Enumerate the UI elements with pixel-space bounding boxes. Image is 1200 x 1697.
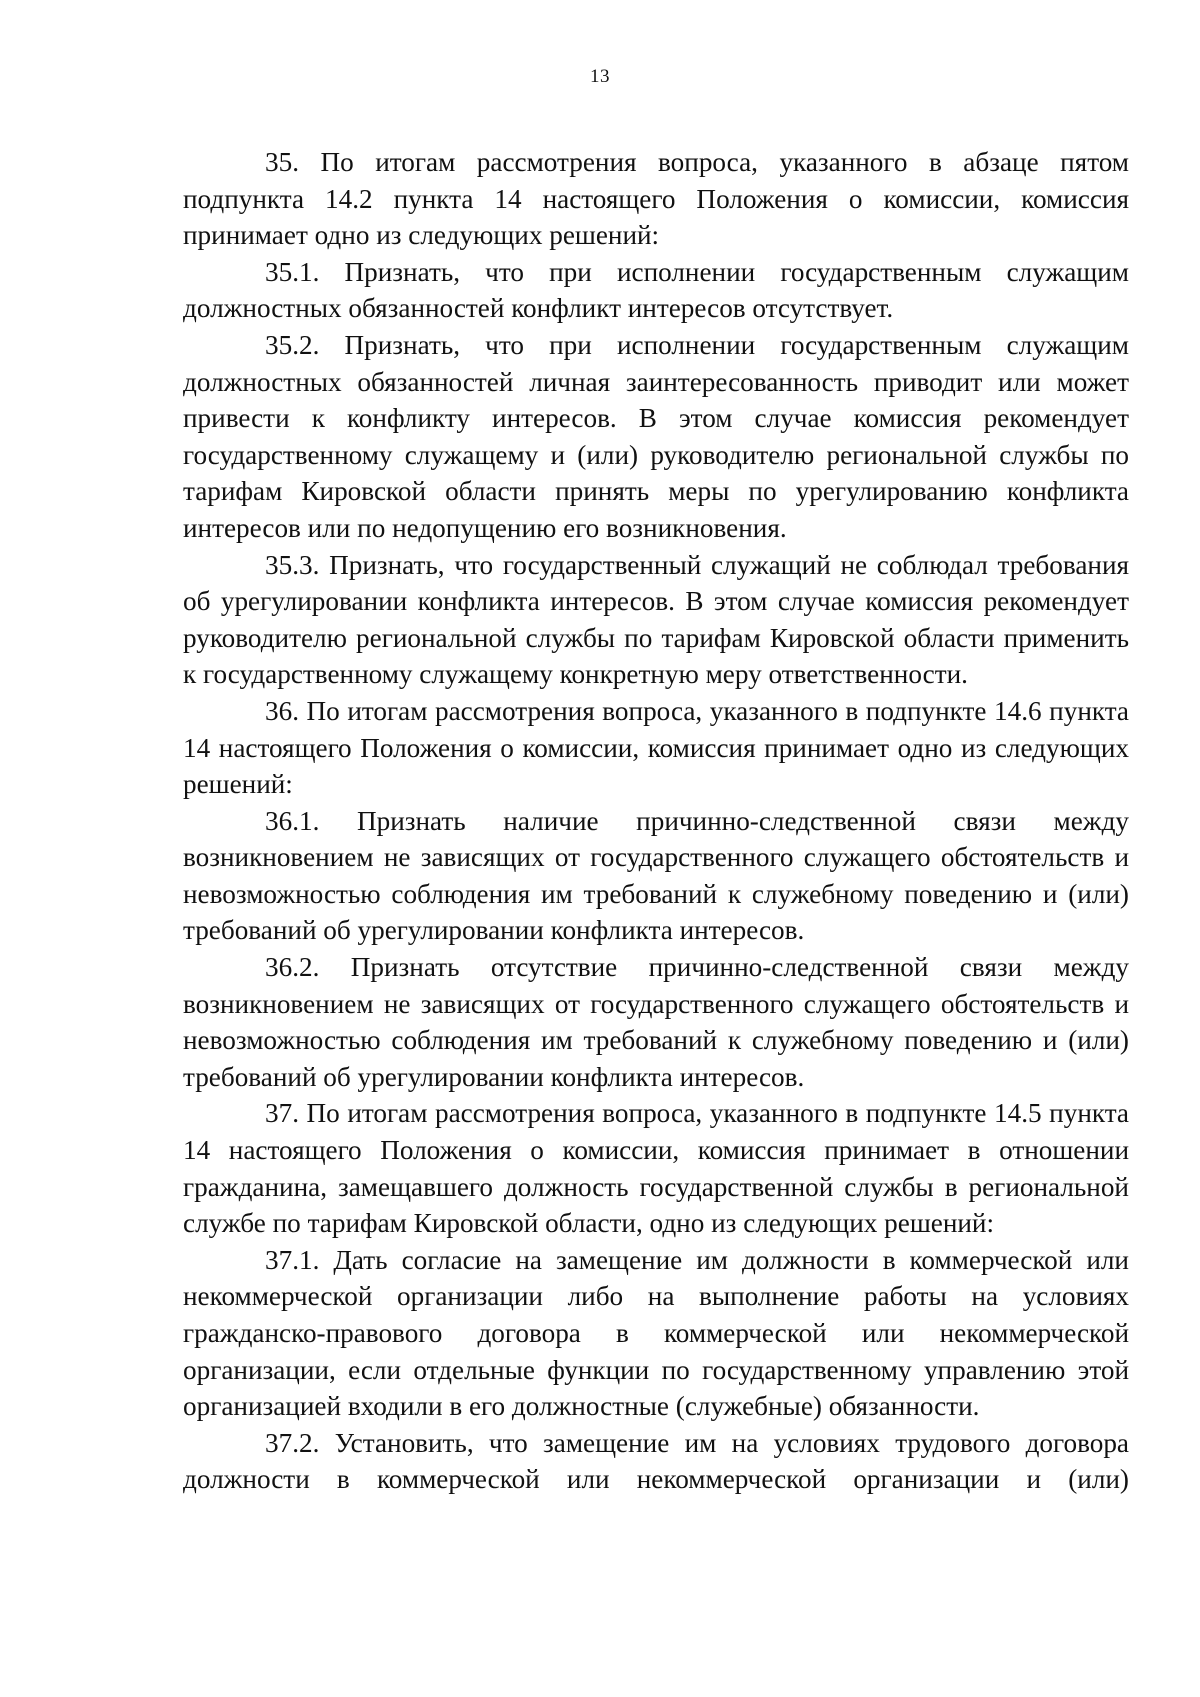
- page-number: 13: [590, 66, 610, 87]
- paragraph-37: 37. По итогам рассмотрения вопроса, указанного в подпункте 14.5 пункта 14 настоящего Положения о комиссии, комиссия принимает в отношении гражданина, замещавшего должность государственной службы в региональной службе по тарифам Кировской области, одно из следующих решений:: [183, 1098, 1129, 1239]
- document-body: [183, 144, 1129, 1498]
- paragraph-37-2: 37.2. Установить, что замещение им на условиях трудового договора должности в коммерческой или некоммерческой организации и (или): [183, 1427, 1129, 1495]
- paragraph-36-1: 36.1. Признать наличие причинно-следственной связи между возникновением не зависящих от государственного служащего обстоятельств и невозможностью соблюдения им требований к служебному поведению и (или) требований об урегулировании конфликта интересов.: [183, 805, 1129, 946]
- paragraph-35: 35. По итогам рассмотрения вопроса, указанного в абзаце пятом подпункта 14.2 пункта 14 настоящего Положения о комиссии, комиссия принимает одно из следующих решений:: [183, 147, 1129, 251]
- paragraph-35-2: 35.2. Признать, что при исполнении государственным служащим должностных обязанностей личная заинтересованность приводит или может привести к конфликту интересов. В этом случае комиссия рекомендует государственному служащему и (или) руководителю региональной службы по тарифам Кировской области принять меры по урегулированию конфликта интересов или по недопущению его возникновения.: [183, 329, 1129, 543]
- paragraph-36-2: 36.2. Признать отсутствие причинно-следственной связи между возникновением не зависящих от государственного служащего обстоятельств и невозможностью соблюдения им требований к служебному поведению и (или) требований об урегулировании конфликта интересов.: [183, 952, 1129, 1092]
- paragraph-36: 36. По итогам рассмотрения вопроса, указанного в подпункте 14.6 пункта 14 настоящего Положения о комиссии, комиссия принимает одно из следующих решений:: [183, 695, 1129, 800]
- paragraph-35-3: 35.3. Признать, что государственный служащий не соблюдал требования об урегулировании конфликта интересов. В этом случае комиссия рекомендует руководителю региональной службы по тарифам Кировской области применить к государственному служащему конкретную меру ответственности.: [183, 549, 1129, 690]
- paragraph-35-1: 35.1. Признать, что при исполнении государственным служащим должностных обязанностей конфликт интересов отсутствует.: [183, 256, 1129, 324]
- paragraph-37-1: 37.1. Дать согласие на замещение им должности в коммерческой или некоммерческой организации либо на выполнение работы на условиях гражданско-правового договора в коммерческой или некоммерческой организации, если отдельные функции по государственному управлению этой организацией входили в его должностные (служебные) обязанности.: [183, 1244, 1129, 1422]
